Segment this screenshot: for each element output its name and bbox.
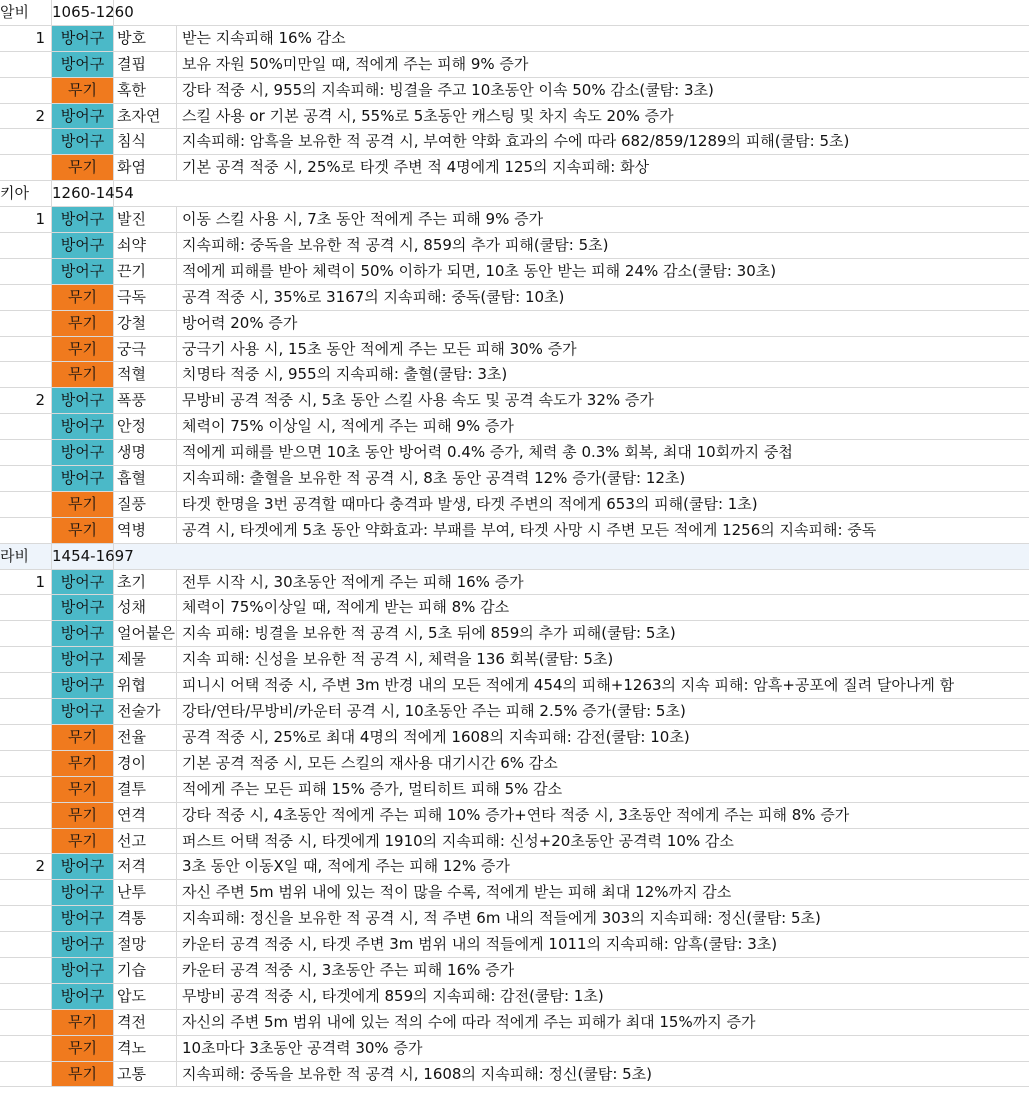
- item-type-cell[interactable]: 무기: [52, 362, 114, 387]
- item-type-cell[interactable]: 무기: [52, 311, 114, 336]
- effect-name-cell[interactable]: 질풍: [114, 492, 177, 517]
- tier-cell[interactable]: [0, 52, 52, 77]
- section-header-row: [0, 181, 1029, 207]
- item-type-cell[interactable]: 방어구: [52, 595, 114, 620]
- tier-cell[interactable]: [0, 673, 52, 698]
- tier-cell[interactable]: [0, 621, 52, 646]
- item-type-cell[interactable]: 방어구: [52, 52, 114, 77]
- tier-cell[interactable]: [0, 906, 52, 931]
- item-type-cell[interactable]: 방어구: [52, 906, 114, 931]
- item-type-cell[interactable]: 방어구: [52, 259, 114, 284]
- table-row: [0, 233, 1029, 259]
- item-type-cell[interactable]: 방어구: [52, 129, 114, 154]
- tier-cell[interactable]: [0, 311, 52, 336]
- effect-description-cell[interactable]: 지속피해: 암흑을 보유한 적 공격 시, 부여한 약화 효과의 수에 따라 682/859/1289의 피해(쿨탐: 5초): [182, 132, 850, 151]
- table-row: [0, 673, 1029, 699]
- effect-name-cell[interactable]: 적혈: [114, 362, 177, 387]
- effect-description-cell[interactable]: 지속피해: 중독을 보유한 적 공격 시, 1608의 지속피해: 정신(쿨탐: 5초): [182, 1064, 653, 1083]
- table-row: [0, 751, 1029, 777]
- level-range-cell[interactable]: 1065-1260: [52, 0, 114, 25]
- effect-description-cell[interactable]: 체력이 75%이상일 때, 적에게 받는 피해 8% 감소: [182, 598, 510, 617]
- effect-description-cell[interactable]: 자신의 주변 5m 범위 내에 있는 적의 수에 따라 적에게 주는 피해가 최대 15%까지 증가: [182, 1012, 756, 1031]
- table-row: [0, 388, 1029, 414]
- effect-description-cell[interactable]: 체력이 75% 이상일 시, 적에게 주는 피해 9% 증가: [182, 417, 514, 436]
- tier-cell[interactable]: [0, 880, 52, 905]
- effect-name-cell[interactable]: 얼어붙은: [114, 621, 177, 646]
- tier-cell[interactable]: [0, 414, 52, 439]
- table-row: [0, 1062, 1029, 1088]
- effect-description-cell[interactable]: 공격 시, 타겟에게 5초 동안 약화효과: 부패를 부여, 타겟 사망 시 주변 모든 적에게 1256의 지속피해: 중독: [182, 520, 877, 539]
- item-type-cell[interactable]: 무기: [52, 492, 114, 517]
- effect-name-cell[interactable]: 역병: [114, 518, 177, 543]
- effect-description-cell[interactable]: 치명타 적중 시, 955의 지속피해: 출혈(쿨탐: 3초): [182, 365, 508, 384]
- effect-description-cell[interactable]: 적에게 피해를 받아 체력이 50% 이하가 되면, 10초 동안 받는 피해 24% 감소(쿨탐: 30초): [182, 261, 777, 280]
- effect-name-cell[interactable]: 초기: [114, 570, 177, 595]
- table-row: [0, 466, 1029, 492]
- table-row: [0, 207, 1029, 233]
- empty-cell[interactable]: [114, 0, 177, 25]
- tier-cell[interactable]: [0, 518, 52, 543]
- tier-cell[interactable]: [0, 647, 52, 672]
- effect-description-cell[interactable]: 타겟 한명을 3번 공격할 때마다 충격파 발생, 타겟 주변의 적에게 653의 피해(쿨탐: 1초): [182, 494, 758, 513]
- effect-description-cell[interactable]: 받는 지속피해 16% 감소: [182, 28, 346, 47]
- tier-cell[interactable]: [0, 466, 52, 491]
- empty-cell[interactable]: [177, 544, 1029, 569]
- tier-cell[interactable]: 2: [0, 104, 52, 129]
- tier-cell[interactable]: 1: [0, 26, 52, 51]
- item-type-cell[interactable]: 방어구: [52, 880, 114, 905]
- section-header-row: [0, 0, 1029, 26]
- table-row: [0, 155, 1029, 181]
- effect-description-cell[interactable]: 무방비 공격 적중 시, 타겟에게 859의 지속피해: 감전(쿨탐: 1초): [182, 986, 604, 1005]
- effect-name-cell[interactable]: 결핍: [114, 52, 177, 77]
- item-type-cell[interactable]: 방어구: [52, 414, 114, 439]
- item-type-cell[interactable]: 방어구: [52, 466, 114, 491]
- empty-cell[interactable]: [177, 181, 1029, 206]
- tier-cell[interactable]: 2: [0, 854, 52, 879]
- tier-cell[interactable]: [0, 932, 52, 957]
- effect-name-cell[interactable]: 끈기: [114, 259, 177, 284]
- effect-name-cell[interactable]: 생명: [114, 440, 177, 465]
- item-type-cell[interactable]: 방어구: [52, 104, 114, 129]
- table-row: [0, 492, 1029, 518]
- effect-name-cell[interactable]: 격전: [114, 1010, 177, 1035]
- tier-cell[interactable]: [0, 751, 52, 776]
- effect-name-cell[interactable]: 연격: [114, 803, 177, 828]
- effect-description-cell[interactable]: 적에게 피해를 받으면 10초 동안 방어력 0.4% 증가, 체력 총 0.3% 회복, 최대 10회까지 중첩: [182, 443, 793, 462]
- effect-name-cell[interactable]: 선고: [114, 829, 177, 854]
- effect-description-cell[interactable]: 공격 적중 시, 25%로 최대 4명의 적에게 1608의 지속피해: 감전(쿨탐: 10초): [182, 727, 690, 746]
- item-type-cell[interactable]: 무기: [52, 337, 114, 362]
- table-row: [0, 647, 1029, 673]
- effect-name-cell[interactable]: 절망: [114, 932, 177, 957]
- tier-cell[interactable]: [0, 803, 52, 828]
- table-row: [0, 803, 1029, 829]
- effect-name-cell[interactable]: 고통: [114, 1062, 177, 1087]
- empty-cell[interactable]: [177, 0, 1029, 25]
- tier-cell[interactable]: [0, 595, 52, 620]
- tier-cell[interactable]: [0, 337, 52, 362]
- item-type-cell[interactable]: 방어구: [52, 854, 114, 879]
- effect-name-cell[interactable]: 화염: [114, 155, 177, 180]
- effect-description-cell[interactable]: 지속피해: 중독을 보유한 적 공격 시, 859의 추가 피해(쿨탐: 5초): [182, 236, 609, 255]
- tier-cell[interactable]: [0, 1010, 52, 1035]
- table-row: [0, 259, 1029, 285]
- effect-name-cell[interactable]: 성채: [114, 595, 177, 620]
- effect-description-cell[interactable]: 10초마다 3초동안 공격력 30% 증가: [182, 1038, 423, 1057]
- table-row: [0, 1010, 1029, 1036]
- table-row: [0, 26, 1029, 52]
- item-type-cell[interactable]: 방어구: [52, 440, 114, 465]
- tier-cell[interactable]: 1: [0, 570, 52, 595]
- tier-cell[interactable]: [0, 440, 52, 465]
- table-row: [0, 285, 1029, 311]
- item-type-cell[interactable]: 방어구: [52, 388, 114, 413]
- table-row: [0, 777, 1029, 803]
- item-type-cell[interactable]: 무기: [52, 518, 114, 543]
- tier-cell[interactable]: [0, 1062, 52, 1087]
- effect-name-cell[interactable]: 폭풍: [114, 388, 177, 413]
- effect-name-cell[interactable]: 결투: [114, 777, 177, 802]
- tier-cell[interactable]: 2: [0, 388, 52, 413]
- effect-name-cell[interactable]: 극독: [114, 285, 177, 310]
- tier-cell[interactable]: [0, 362, 52, 387]
- effect-name-cell[interactable]: 안정: [114, 414, 177, 439]
- item-type-cell[interactable]: 방어구: [52, 647, 114, 672]
- effect-description-cell[interactable]: 보유 자원 50%미만일 때, 적에게 주는 피해 9% 증가: [182, 54, 529, 73]
- table-row: [0, 906, 1029, 932]
- empty-cell[interactable]: [114, 544, 177, 569]
- item-type-cell[interactable]: 방어구: [52, 958, 114, 983]
- table-row: [0, 129, 1029, 155]
- table-row: [0, 337, 1029, 363]
- tier-cell[interactable]: [0, 984, 52, 1009]
- tier-cell[interactable]: [0, 129, 52, 154]
- table-row: [0, 725, 1029, 751]
- table-row: [0, 362, 1029, 388]
- section-header-row: [0, 544, 1029, 570]
- effect-name-cell[interactable]: 흡혈: [114, 466, 177, 491]
- effect-description-cell[interactable]: 기본 공격 적중 시, 25%로 타겟 주변 적 4명에게 125의 지속피해: 화상: [182, 158, 650, 177]
- effect-name-cell[interactable]: 전술가: [114, 699, 177, 724]
- effect-description-cell[interactable]: 지속 피해: 빙결을 보유한 적 공격 시, 5초 뒤에 859의 추가 피해(쿨탐: 5초): [182, 624, 676, 643]
- effect-name-cell[interactable]: 전율: [114, 725, 177, 750]
- effect-name-cell[interactable]: 강철: [114, 311, 177, 336]
- effect-description-cell[interactable]: 자신 주변 5m 범위 내에 있는 적이 많을 수록, 적에게 받는 피해 최대 12%까지 감소: [182, 883, 732, 902]
- effect-description-cell[interactable]: 공격 적중 시, 35%로 3167의 지속피해: 중독(쿨탐: 10초): [182, 287, 565, 306]
- table-row: [0, 52, 1029, 78]
- table-row: [0, 1036, 1029, 1062]
- effect-description-cell[interactable]: 강타 적중 시, 4초동안 적에게 주는 피해 10% 증가+연타 적중 시, 3초동안 적에게 주는 피해 8% 증가: [182, 805, 850, 824]
- tier-cell[interactable]: [0, 233, 52, 258]
- effect-name-cell[interactable]: 난투: [114, 880, 177, 905]
- item-type-cell[interactable]: 방어구: [52, 673, 114, 698]
- table-row: [0, 311, 1029, 337]
- tier-cell[interactable]: [0, 725, 52, 750]
- table-row: [0, 958, 1029, 984]
- item-type-cell[interactable]: 방어구: [52, 932, 114, 957]
- tier-cell[interactable]: [0, 259, 52, 284]
- effect-name-cell[interactable]: 압도: [114, 984, 177, 1009]
- effect-description-cell[interactable]: 무방비 공격 적중 시, 5초 동안 스킬 사용 속도 및 공격 속도가 32% 증가: [182, 391, 654, 410]
- item-type-cell[interactable]: 무기: [52, 1062, 114, 1087]
- effect-description-cell[interactable]: 적에게 주는 모든 피해 15% 증가, 멀티히트 피해 5% 감소: [182, 779, 563, 798]
- item-type-cell[interactable]: 무기: [52, 751, 114, 776]
- table-row: [0, 570, 1029, 596]
- level-range-cell[interactable]: 1260-1454: [52, 181, 114, 206]
- table-row: [0, 829, 1029, 855]
- item-type-cell[interactable]: 무기: [52, 155, 114, 180]
- tier-cell[interactable]: [0, 958, 52, 983]
- effect-description-cell[interactable]: 강타 적중 시, 955의 지속피해: 빙결을 주고 10초동안 이속 50% 감소(쿨탐: 3초): [182, 80, 714, 99]
- effect-description-cell[interactable]: 카운터 공격 적중 시, 타겟 주변 3m 범위 내의 적들에게 1011의 지속피해: 암흑(쿨탐: 3초): [182, 935, 778, 954]
- item-type-cell[interactable]: 방어구: [52, 621, 114, 646]
- effect-name-cell[interactable]: 격노: [114, 1036, 177, 1061]
- table-row: [0, 699, 1029, 725]
- table-row: [0, 932, 1029, 958]
- section-name-cell[interactable]: 라비: [0, 544, 52, 569]
- item-type-cell[interactable]: 무기: [52, 777, 114, 802]
- section-name-cell[interactable]: 키아: [0, 181, 52, 206]
- effect-name-cell[interactable]: 혹한: [114, 78, 177, 103]
- table-row: [0, 880, 1029, 906]
- tier-cell[interactable]: [0, 777, 52, 802]
- empty-cell[interactable]: [114, 181, 177, 206]
- effect-name-cell[interactable]: 침식: [114, 129, 177, 154]
- table-row: [0, 595, 1029, 621]
- effect-description-cell[interactable]: 지속피해: 정신을 보유한 적 공격 시, 적 주변 6m 내의 적들에게 303의 지속피해: 정신(쿨탐: 5초): [182, 909, 821, 928]
- item-type-cell[interactable]: 무기: [52, 285, 114, 310]
- effect-description-cell[interactable]: 방어력 20% 증가: [182, 313, 298, 332]
- tier-cell[interactable]: [0, 492, 52, 517]
- effect-name-cell[interactable]: 경이: [114, 751, 177, 776]
- effect-name-cell[interactable]: 초자연: [114, 104, 177, 129]
- effect-name-cell[interactable]: 기습: [114, 958, 177, 983]
- effect-name-cell[interactable]: 저격: [114, 854, 177, 879]
- tier-cell[interactable]: [0, 78, 52, 103]
- effect-name-cell[interactable]: 제물: [114, 647, 177, 672]
- item-type-cell[interactable]: 방어구: [52, 570, 114, 595]
- table-row: [0, 854, 1029, 880]
- table-row: [0, 518, 1029, 544]
- table-row: [0, 621, 1029, 647]
- item-type-cell[interactable]: 무기: [52, 78, 114, 103]
- effect-description-cell[interactable]: 궁극기 사용 시, 15초 동안 적에게 주는 모든 피해 30% 증가: [182, 339, 577, 358]
- item-type-cell[interactable]: 무기: [52, 803, 114, 828]
- effect-description-cell[interactable]: 카운터 공격 적중 시, 3초동안 주는 피해 16% 증가: [182, 960, 515, 979]
- effect-description-cell[interactable]: 강타/연타/무방비/카운터 공격 시, 10초동안 주는 피해 2.5% 증가(쿨탐: 5초): [182, 702, 686, 721]
- table-row: [0, 984, 1029, 1010]
- section-name-cell[interactable]: 알비: [0, 0, 52, 25]
- item-type-cell[interactable]: 무기: [52, 829, 114, 854]
- tier-cell[interactable]: [0, 829, 52, 854]
- effect-name-cell[interactable]: 궁극: [114, 337, 177, 362]
- effect-description-cell[interactable]: 전투 시작 시, 30초동안 적에게 주는 피해 16% 증가: [182, 572, 524, 591]
- effect-name-cell[interactable]: 쇠약: [114, 233, 177, 258]
- effect-name-cell[interactable]: 발진: [114, 207, 177, 232]
- effect-description-cell[interactable]: 퍼스트 어택 적중 시, 타겟에게 1910의 지속피해: 신성+20초동안 공격력 10% 감소: [182, 831, 734, 850]
- effect-description-cell[interactable]: 이동 스킬 사용 시, 7초 동안 적에게 주는 피해 9% 증가: [182, 210, 544, 229]
- item-type-cell[interactable]: 방어구: [52, 984, 114, 1009]
- table-row: [0, 104, 1029, 130]
- item-type-cell[interactable]: 방어구: [52, 699, 114, 724]
- effect-name-cell[interactable]: 방호: [114, 26, 177, 51]
- table-row: [0, 414, 1029, 440]
- effect-description-cell[interactable]: 지속피해: 출혈을 보유한 적 공격 시, 8초 동안 공격력 12% 증가(쿨탐: 12초): [182, 469, 686, 488]
- effect-name-cell[interactable]: 격통: [114, 906, 177, 931]
- item-type-cell[interactable]: 무기: [52, 1010, 114, 1035]
- item-type-cell[interactable]: 방어구: [52, 26, 114, 51]
- tier-cell[interactable]: [0, 155, 52, 180]
- table-row: [0, 440, 1029, 466]
- item-type-cell[interactable]: 무기: [52, 725, 114, 750]
- tier-cell[interactable]: 1: [0, 207, 52, 232]
- item-type-cell[interactable]: 방어구: [52, 233, 114, 258]
- tier-cell[interactable]: [0, 699, 52, 724]
- effect-description-cell[interactable]: 지속 피해: 신성을 보유한 적 공격 시, 체력을 136 회복(쿨탐: 5초): [182, 650, 614, 669]
- table-row: [0, 78, 1029, 104]
- effect-description-cell[interactable]: 기본 공격 적중 시, 모든 스킬의 재사용 대기시간 6% 감소: [182, 753, 558, 772]
- effect-description-cell[interactable]: 스킬 사용 or 기본 공격 시, 55%로 5초동안 캐스팅 및 차지 속도 20% 증가: [182, 106, 674, 125]
- effect-description-cell[interactable]: 3초 동안 이동X일 때, 적에게 주는 피해 12% 증가: [182, 857, 510, 876]
- item-type-cell[interactable]: 방어구: [52, 207, 114, 232]
- effect-name-cell[interactable]: 위협: [114, 673, 177, 698]
- tier-cell[interactable]: [0, 1036, 52, 1061]
- item-type-cell[interactable]: 무기: [52, 1036, 114, 1061]
- tier-cell[interactable]: [0, 285, 52, 310]
- level-range-cell[interactable]: 1454-1697: [52, 544, 114, 569]
- effect-description-cell[interactable]: 피니시 어택 적중 시, 주변 3m 반경 내의 모든 적에게 454의 피해+1263의 지속 피해: 암흑+공포에 질려 달아나게 함: [182, 676, 955, 695]
